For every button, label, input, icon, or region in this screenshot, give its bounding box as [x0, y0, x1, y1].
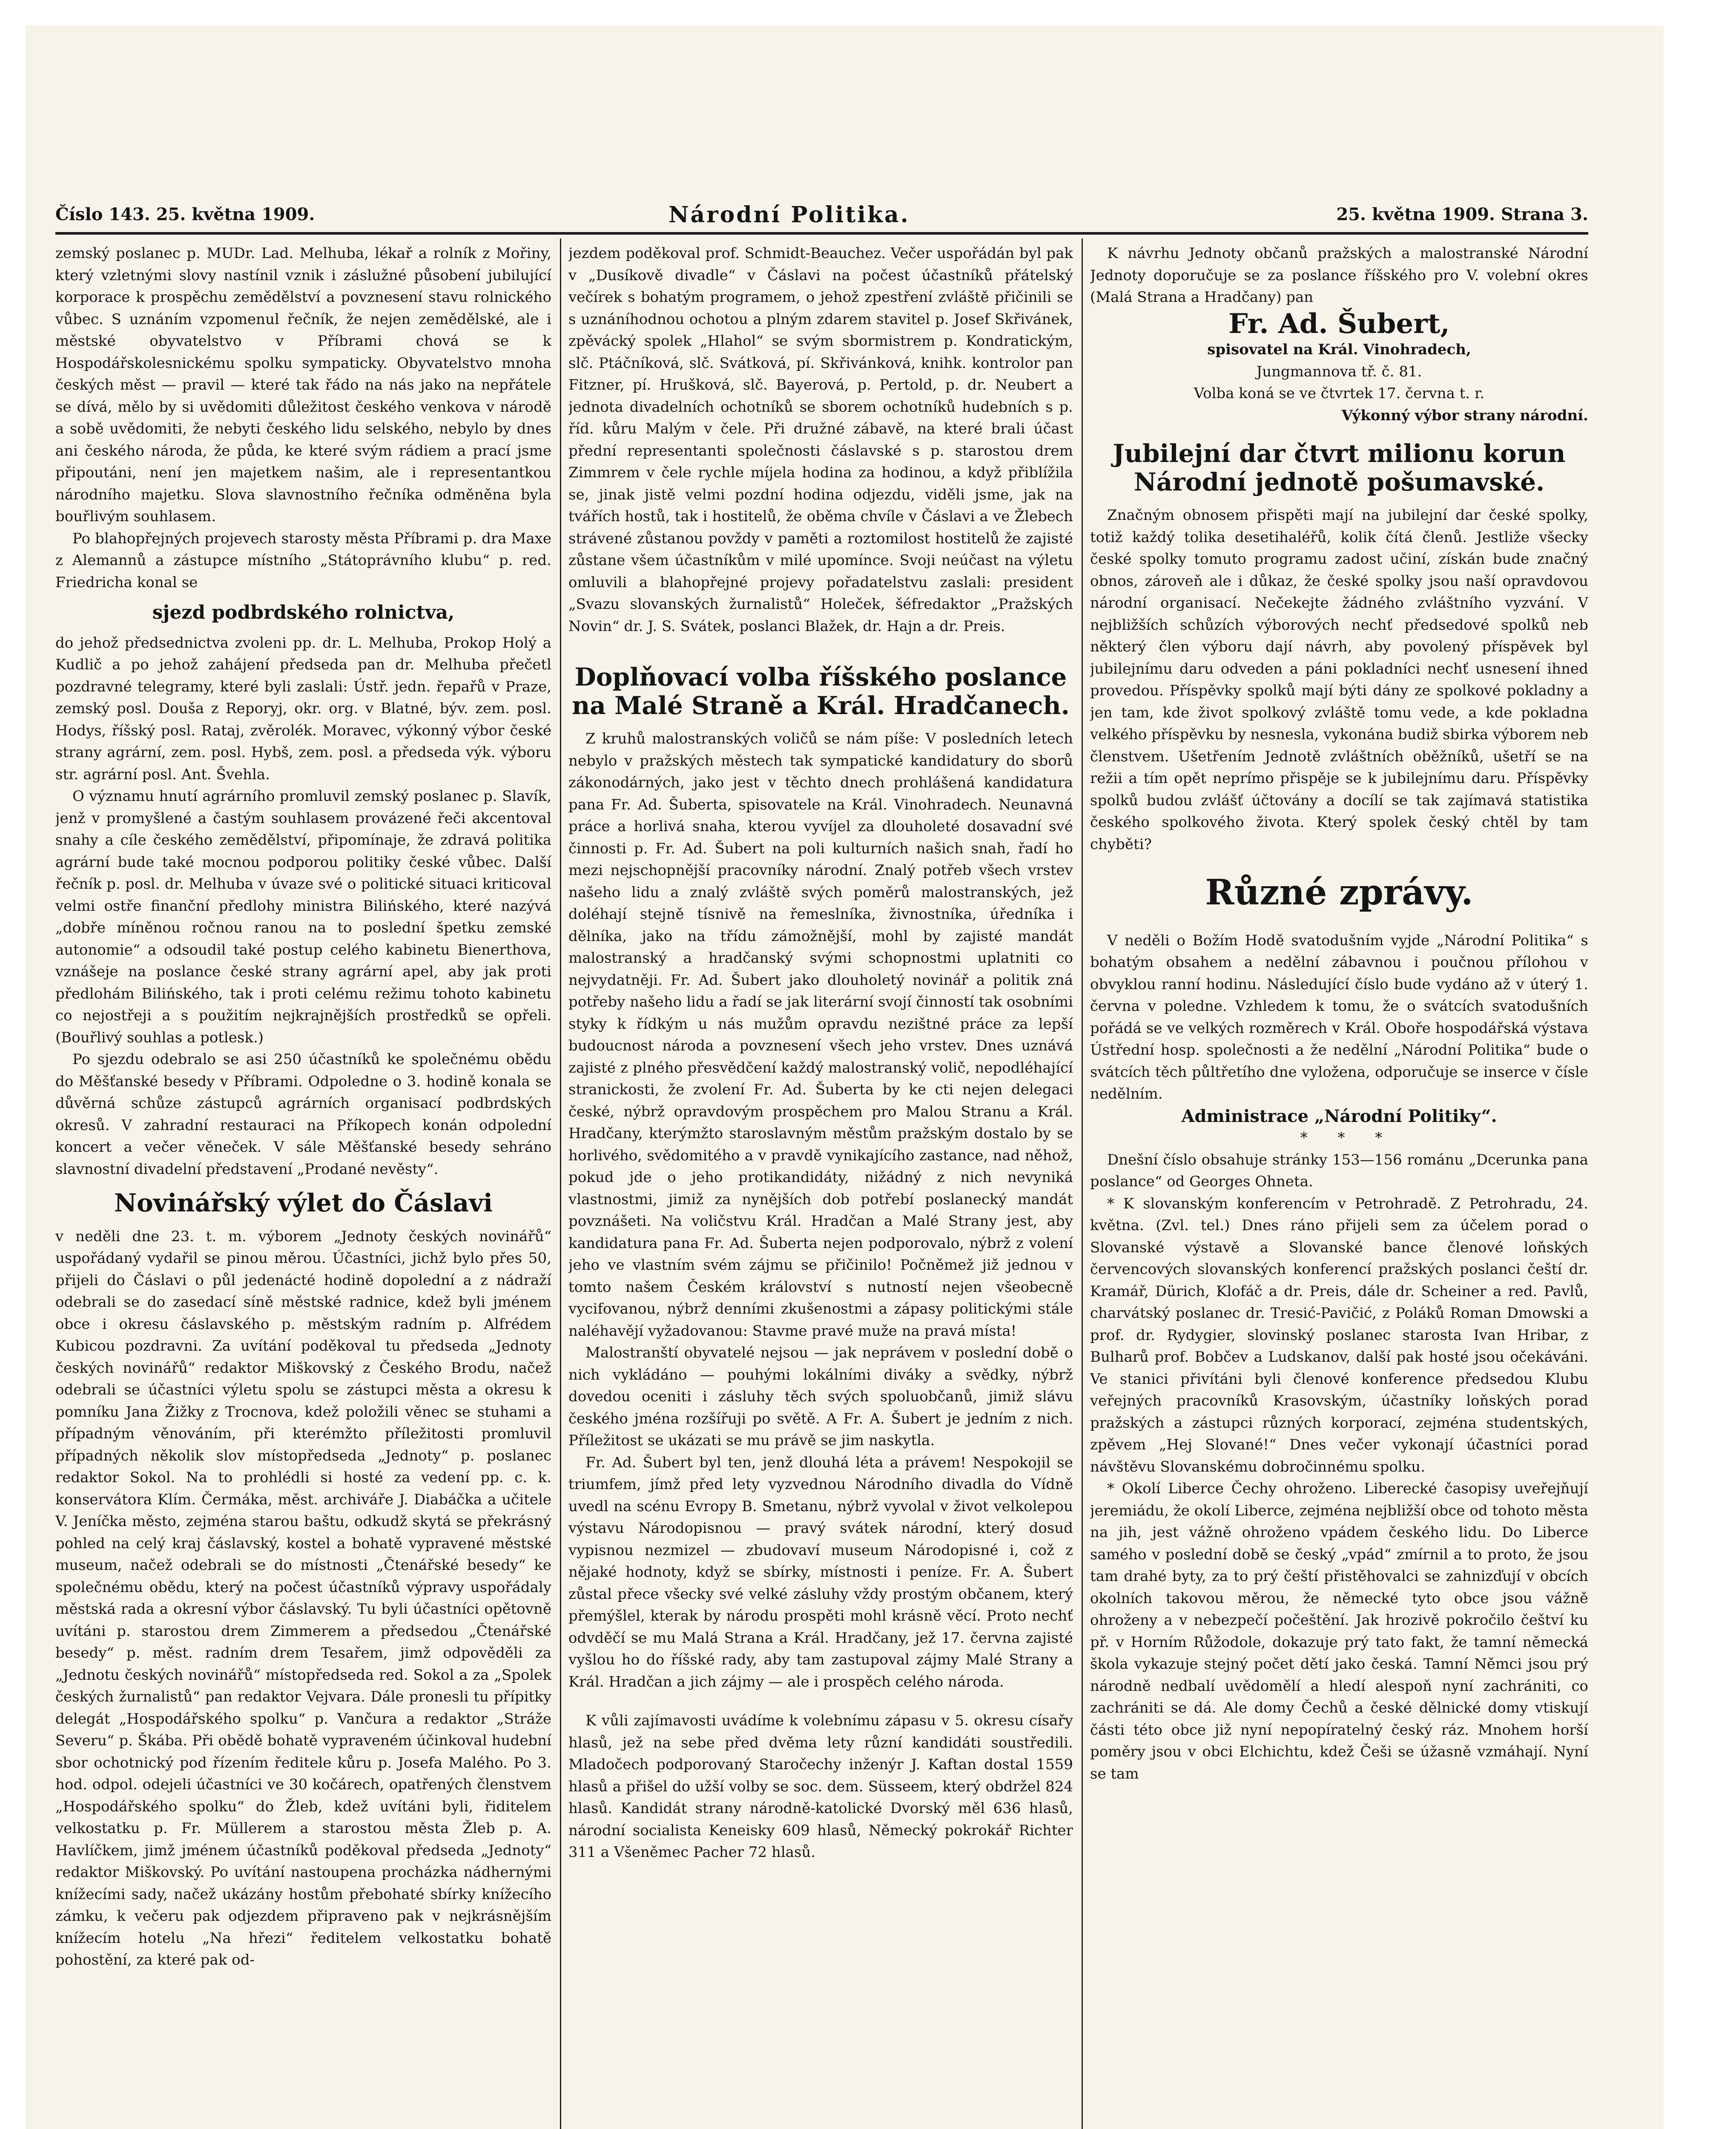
article-paragraph: jezdem poděkoval prof. Schmidt-Beauchez. Večer uspořádán byl pak v „Dusíkově divadle“ v Čáslavi na počest účastníků přátelský večírek s bohatým programem, o jehož zpestření zvláště přičinili se s uznáníhodnou ochotou a plným zdarem stavitel p. Josef Skřivánek, zpěvácký spolek „Hlahol“ se svým sbormistrem p. Kondratickým, slč. Ptáčníková, slč. Svátková, pí. Skřivánková, knihk. kontrolor pan Fitzner, pí. Hrušková, slč. Bayerová, p. Pertold, p. dr. Neubert a jednota divadelních ochotníků se sborem ochotníků hudebních s p. říd. kůru Malým v čele. Při družné zábavě, na které brali účast přední representanti společnosti čáslavské s p. starostou drem Zimmrem v čele rychle míjela hodina za hodinou, a když přiblížila se, jinak jistě velmi pozdní hodina odjezdu, viděli jsme, jak na tvářích hostů, tak i hostitelů, že oběma chvíle v Čáslavi a ve Žlebech strávené zůstanou povždy v paměti a roztomilost hostitelů že zajisté zůstane všem účastníkům v milé upomínce. Svoji neúčast na výletu omluvili a blahopřejné projevy pořadatelstvu zaslali: president „Svazu slovanských žurnalistů“ Holeček, šéfredaktor „Pražských Novin“ dr. J. S. Svátek, poslanci Blažek, dr. Hajn a dr. Preis. [568, 245, 1073, 635]
page-info: 25. května 1909. Strana 3. [1336, 204, 1588, 224]
article-paragraph: Po blahopřejných projevech starosty města Příbrami p. dra Maxe z Alemannů a zástupce místního „Státoprávního klubu“ p. red. Friedricha konal se [55, 530, 551, 591]
page-header [55, 200, 1588, 230]
article-paragraph: Značným obnosem přispěti mají na jubilejní dar české spolky, totiž každý tolika desetihaléřů, kolik čítá členů. Jestliže všecky české spolky tomuto programu zadost učiní, získán bude značný obnos, zároveň ale i důkaz, že české spolky jsou naší opravdovou národní organisací. Nečekejte žádného zvláštního vyzvání. V nejbližších schůzích výborových nechť předsedové spolků neb některý člen výboru dají návrh, aby povolený příspěvek byl jubilejnímu daru odveden a páni pokladníci nechť usnesení ihned provedou. Příspěvky spolků mají býti dány ze spolkové pokladny a jen tam, kde život spolkový zvláště tomu vede, a kde pokladna velkého příspěvku by nesnesla, vykonána budiž sbirka výborem neb členstvem. Ušetřením Jednotě zvláštních oběžníků, ušetří se na režii a tím opět neprímo přispěje se k jubilejnímu daru. Příspěvky spolků budou zvlášť účtovány a docílí se tak zajímavá statistika českého spolkového života. Který spolek český chtěl by tam chyběti? [1090, 507, 1588, 853]
news-item: * K slovanským konferencím v Petrohradě. Z Petrohradu, 24. května. (Zvl. tel.) Dnes ráno přijeli sem za účelem porad o Slovanské výstavě a Slovanské bance členové loňských červencových slovanských konferencí pražských poslanci čeští dr. Kramář, Dürich, Klofáč a dr. Preis, dále dr. Scheiner a red. Pavlů, charvátský poslanec dr. Tresić-Pavičić, z Poláků Roman Dmowski a prof. dr. Rydygier, slovinský poslanec starosta Ivan Hribar, z Bulharů prof. Bobčev a Ludskanov, další pak hosté jsou očekáváni. Ve stanici přivítáni byli členové konference předsedou Klubu veřejných pracovníků Krasovským, účastníky loňských porad pražských a zástupci různých korporací, zejména studentských, zpěvem „Hej Slované!“ Dnes večer vykonají účastníci porad návštěvu Slovanskému dobročinnému spolku. [1090, 1195, 1588, 1475]
candidate-title: spisovatel na Král. Vinohradech, [1207, 341, 1471, 358]
scan-margin-right [1664, 0, 1736, 2129]
article-paragraph: Po sjezdu odebralo se asi 250 účastníků ke společnému obědu do Měšťanské besedy v Příbrami. Odpoledne o 3. hodině konala se důvěrná schůze zástupců agrárních organisací podbrdských okresů. V zahradní restauraci na Příkopech konán odpolední koncert a večer věneček. V sále Měšťanské besedy sehráno slavnostní divadelní představení „Prodané nevěsty“. [55, 1051, 551, 1178]
column-2 [568, 243, 1073, 2129]
column-divider [1082, 238, 1083, 2129]
article-paragraph: v neděli dne 23. t. m. výborem „Jednoty českých novinářů“ uspořádaný vydařil se pinou měrou. Účastníci, jichž bylo přes 50, přijeli do Čáslavi o půl jedenácté hodině dopolední a z nádraží odebrali se do zasedací síně městské radnice, kdež byli jménem obce i okresu čáslavského p. městským radním p. Alfrédem Kubicou pozdravni. Za uvítání poděkoval tu předseda „Jednoty českých novinářů“ redaktor Miškovský z Českého Brodu, načež odebrali se účastníci výletu spolu se zástupci města a okresu k pomníku Jana Žižky z Trocnova, kdež položili věnec se stuhami a případným věnováním, při kterémžto příležitosti promluvil případných několik slov místopředseda „Jednoty“ p. poslanec redaktor Sokol. Na to prohlédli si hosté za vedení pp. c. k. konservátora Klím. Čermáka, měst. archiváře J. Diabáčka a učitele V. Jeníčka město, zejména starou baštu, odkudž skytá se překrásný pohled na celý kraj čáslavský, kostel a bohatě vypravené městské museum, načež odebrali se do místnosti „Čtenářské besedy“ ke společnému obědu, který na počest účastníků výpravy uspořádaly městská rada a okresní výbor čáslavský. Tu byli účastníci opětovně uvítáni p. starostou drem Zimmerem a předsedou „Čtenářské besedy“ p. měst. radním drem Tesařem, jimž odpověděli za „Jednotu českých novinářů“ místopředseda red. Sokol a za „Spolek českých žurnalistů“ pan redaktor Vejvara. Dále pronesli tu přípitky delegát „Hospodářského spolku“ p. Vančura a redaktor „Stráže Severu“ p. Škába. Při obědě bohatě vypraveném účinkoval hudební sbor ochotnický pod řízením ředitele kůru p. Josefa Malého. Po 3. hod. odpol. odejeli účastníci ve 30 kočárech, opatřených členstvem „Hospodářského spolku“ do Žleb, kdež uvítáni byli, řiditelem velkostatku p. Fr. Müllerem a starostou města Žleb p. A. Havlíčkem, jimž jménem účastníků poděkoval předseda „Jednoty“ redaktor Miškovský. Po uvítání nastoupena procházka nádhernými knížecími sady, načež ukázány hostům přebohaté sbírky knížecího zámku, k večeru pak odjezdem připraveno pak v nejkrásnějším knížecím hotelu „Na hřezi“ ředitelem velkostatku bohatě pohostění, za které pak od- [55, 1228, 551, 1969]
article-paragraph: V neděli o Božím Hodě svatodušním vyjde „Národní Politika“ s bohatým obsahem a nedělní zábavnou i poučnou přílohou v obvyklou ranní hodinu. Následující číslo bude vydáno až v úterý 1. června v poledne. Vzhledem k tomu, že o svátcích svatodušních pořádá se ve velkých rozměrech v Král. Oboře hospodářská výstava Ústřední hosp. společnosti a že nedělní „Národní Politika“ bude o svátcích těch půltřetího dne vyložena, odporučuje se inserce v čísle nedělním. [1090, 932, 1588, 1103]
article-heading: Jubilejní dar čtvrt milionu korun Národní jednotě pošumavské. [1113, 439, 1566, 496]
announcement-paragraph: K návrhu Jednoty občanů pražských a malostranské Národní Jednoty doporučuje se za poslance říšského pro V. volební okres (Malá Strana a Hradčany) pan [1090, 245, 1588, 306]
section-heading: Různé zprávy. [1205, 872, 1473, 913]
scan-margin-top [0, 0, 1736, 26]
article-paragraph: Dnešní číslo obsahuje stránky 153—156 románu „Dcerunka pana poslance“ od Georges Ohneta. [1090, 1151, 1588, 1191]
article-paragraph: Fr. Ad. Šubert byl ten, jenž dlouhá léta a právem! Nespokojil se triumfem, jímž před lety vyzvednou Národního divadla do Vídně uvedl na scénu Evropy B. Smetanu, nýbrž vyvolal v život velkolepou výstavu Národopisnou — pravý svátek národní, který dosud vypisnou nezmizel — zbudovaví museum Národopisné i, což z nějaké hodnoty, když se sbírky, místnosti i peníze. Fr. A. Šubert zůstal přece všecky své velké zásluhy vždy prostým občanem, který přemýšlel, kterak by národu prospěti mohl krásně věcí. Proto nechť odvděčí se mu Malá Strana a Král. Hradčany, jež 17. června zajisté vyšlou ho do říšské rady, aby tam zastupoval zájmy Malé Strany a Král. Hradčan a jich zájmy — ale i prospěch celého národa. [568, 1454, 1073, 1690]
news-item: * Okolí Liberce Čechy ohroženo. Liberecké časopisy uveřejňují jeremiádu, že okolí Liberce, zejména nejbližší obce od tohoto města na jih, jest vážně ohroženo vpádem českého lidu. Do Liberce samého v poslední době se český „vpád“ zmírnil a to proto, že jsou tam drahé byty, za to prý čeští přistěhovalci se zahnizďují v obcích okolních takovou měrou, že německé tyto obce jsou vážně ohroženy a v nebezpečí počeštění. Jak hrozivě pokročilo češtví ku př. v Horním Růžodole, dokazuje prý tato fakt, že tamní německá škola vykazuje stejný počet dětí jako česká. Tamní Němci jsou prý národně nedbalí uvědomělí a hledí alespoň nyní zachrániti, co zachrániti se dá. Ale domy Čechů a české dělnické domy vtiskují části této obce již nyní nepopíratelný český ráz. Mnohem horší poměry jsou v obci Elchichtu, kdež Češi se úžasně vzmáhají. Nyní se tam [1090, 1480, 1588, 1782]
separator-stars: * * * [1300, 1129, 1395, 1147]
election-date: Volba koná se ve čtvrtek 17. června t. r. [1194, 385, 1485, 402]
candidate-address: Jungmannova tř. č. 81. [1256, 363, 1422, 380]
scan-margin-left [0, 0, 26, 2129]
article-paragraph: O významu hnutí agrárního promluvil zemský poslanec p. Slavík, jenž v promyšlené a častým souhlasem provázené řeči akcentoval snahy a cíle českého zemědělství, připomínaje, že zdravá politika agrární bude také mocnou podporou politiky české vůbec. Další řečník p. posl. dr. Melhuba v úvaze své o politické situaci kriticoval velmi ostře finanční předlohy ministra Bilińského, které nazývá „dobře míněnou ročnou ranou na to poslední špetku zemské autonomie“ a odsoudil také postup celého kabinetu Bienerthova, vznášeje na poslance české strany agrární apel, aby jak proti předlohám Bilińského, tak i proti celému režimu tohoto kabinetu co nejostřeji a s použitím nejkrajnějších prostředků se opřeli. (Bouřlivý souhlas a potlesk.) [55, 788, 551, 1046]
header-rule [55, 232, 1588, 235]
article-paragraph: zemský poslanec p. MUDr. Lad. Melhuba, lékař a rolník z Mořiny, který vzletnými slovy nastínil vznik i záslužné působení jubilující korporace k prospěchu zemědělství a povznesení stavu rolnického vůbec. S uznáním vzpomenul řečník, že nejen zemědělské, ale i městské obyvatelstvo v Příbrami chová se k Hospodářskolesnickému spolku sympaticky. Obyvatelstvo mnoha českých měst — pravil — které tak řádo na nás jako na nepřátele se dívá, mělo by si uvědomiti důležitost českého venkova v národě a sobě uvědomiti, že nebyti českého lidu selského, nebylo by dnes ani českého národa, že půda, ke které svým rádiem a prací jsme připoutáni, není jen majetkem našim, ale i representantkou národního majetku. Slova slavnostního řečníka odměněna byla bouřlivým souhlasem. [55, 245, 551, 525]
article-paragraph: do jehož předsednictva zvoleni pp. dr. L. Melhuba, Prokop Holý a Kudlič a po jehož zahájení předseda pan dr. Melhuba přečetl pozdravné telegramy, které byli zaslali: Ústř. jedn. řepařů v Praze, zemský posl. Douša z Reporyj, okr. org. v Blatné, býv. zem. posl. Hodys, říšský posl. Rataj, zvěrolék. Moravec, výkonný výbor české strany agrární, zem. posl. Hybš, zem. posl. a předseda výk. výboru str. agrární posl. Ant. Švehla. [55, 634, 551, 783]
article-paragraph: Z kruhů malostranských voličů se nám píše: V posledních letech nebylo v pražských městech tak sympatické kandidatury do sborů zákonodárných, jako jest v těchto dnech prohlášená kandidatura pana Fr. Ad. Šuberta, spisovatele na Král. Vinohradech. Neunavná práce a horlivá snaha, kterou vyvíjel za dlouholeté dosavadní své činnosti p. Fr. Ad. Šubert na poli kulturních našich snah, řadí ho mezi nejschopnější pracovníky národní. Znalý potřeb všech vrstev našeho lidu a znalý zvláště svých poměrů malostranských, jež doléhají stejně tísnivě na řemeslníka, živnostníka, úředníka i dělníka, jako na třídu zámožnější, mohl by zajisté mandát malostranský a hradčanský svými schopnostmi uplatniti co nejvydatněji. Fr. Ad. Šubert jako dlouholetý novinář a politik zná potřeby našeho lidu a řadí se jak literární svojí činností tak osobními styky k řídkým u nás mužům opravdu nezištné práce za lepší budoucnost národa a povznesení všech jeho vrstev. Dnes uznává zajisté z plného přesvědčení každý malostranský volič, nepodléhající stranickosti, že zvolení Fr. Ad. Šuberta by ke cti nejen delegaci české, nýbrž opravdovým prospěchem pro Malou Stranu a Král. Hradčany, kterýmžto staroslavným městům pražským dostalo by se horlivého, svědomitého a v pravdě vynikajícího zastance, nad něhož, pokud jde o jeho protikandidáty, nižádný z nich nevyniká vlastnostmi, jimiž za nynějších dob potřebí poslanecký mandát povznášeti. Na voličstvu Král. Hradčan a Malé Strany jest, aby kandidatura pana Fr. Ad. Šuberta nejen podporovalo, nýbrž z volení jeho ve vlastním svém zájmu se přičinilo! Počněmež již jednou v tomto našem Českém království s nutností nejen všeobecně vycifovanou, nýbrž denními zkušenostmi a zápasy politickými stále naléhavějí vyžadovanou: Stavme pravé muže na pravá místa! [568, 730, 1073, 1340]
article-paragraph: Malostranští obyvatelé nejsou — jak neprávem v poslední době o nich vykládáno — pouhými lokálními diváky a svědky, nýbrž dovedou oceniti i zásluhy těch svých spoluobčanů, jimiž slávu českého jména rozšířuji po světě. A Fr. A. Šubert je jedním z nich. Příležitost se ukázati se mu právě se jim naskytla. [568, 1344, 1073, 1449]
section-heading: sjezd podbrdského rolnictva, [152, 602, 455, 623]
candidate-name: Fr. Ad. Šubert, [1228, 307, 1450, 340]
administration-signature: Administrace „Národní Politiky“. [1181, 1106, 1497, 1126]
article-heading: Doplňovací volba říšského poslance na Malé Straně a Král. Hradčanech. [572, 663, 1070, 720]
column-1 [55, 243, 551, 2129]
committee-signature: Výkonný výbor strany národní. [1341, 407, 1588, 424]
column-divider [560, 238, 561, 2129]
column-3 [1090, 243, 1588, 2129]
masthead-title: Národní Politika. [669, 202, 910, 228]
article-paragraph: K vůli zajímavosti uvádíme k volebnímu zápasu v 5. okresu císařy hlasů, jež na sebe před dvěma lety různí kandidáti soustředili. Mladočech podporovaný Staročechy inženýr J. Kaftan dostal 1559 hlasů a přišel do užší volby se soc. dem. Süsseem, který obdržel 824 hlasů. Kandidát strany národně-katolické Dvorský měl 636 hlasů, národní socialista Keneisky 609 hlasů, Německý pokrokář Richter 311 a Všeněmec Pacher 72 hlasů. [568, 1712, 1073, 1861]
article-heading: Novinářský výlet do Čáslavi [114, 1188, 493, 1218]
issue-info: Číslo 143. 25. května 1909. [55, 204, 315, 224]
